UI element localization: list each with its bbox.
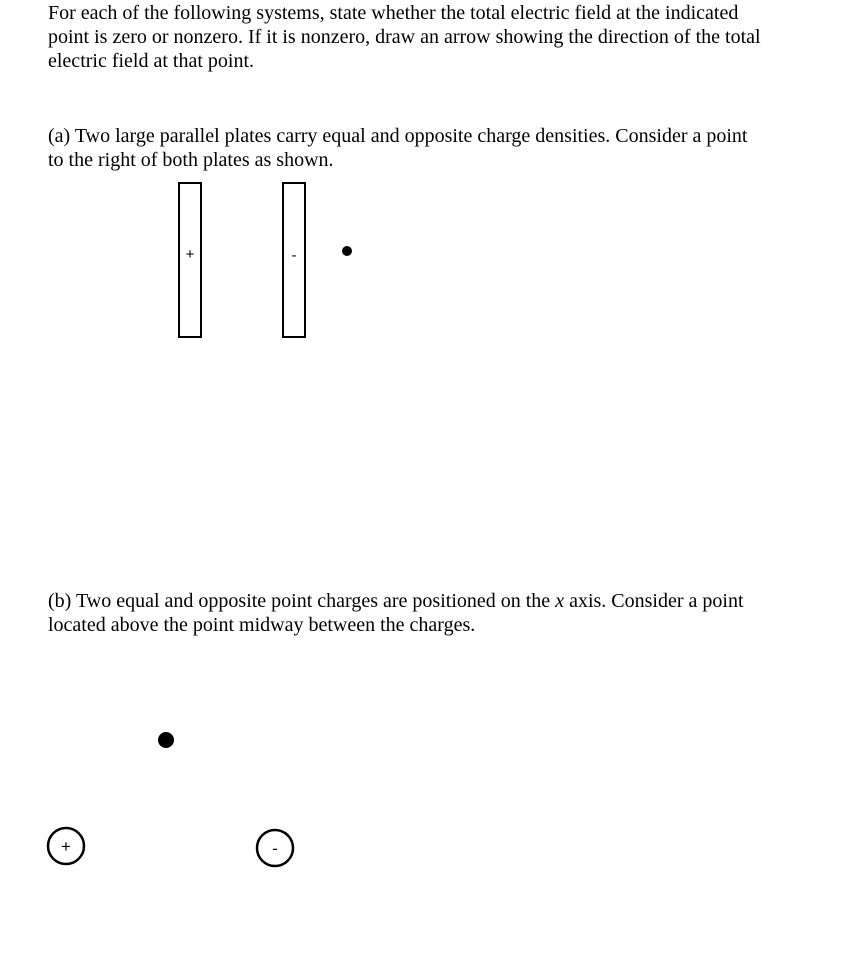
intro-line-1: For each of the following systems, state whether the total electric field at the indicated xyxy=(48,2,739,24)
positive-point-charge xyxy=(48,828,84,864)
intro-line-2: point is zero or nonzero. If it is nonzero, draw an arrow showing the direction of the total xyxy=(48,26,761,48)
part-b-line-1-start: (b) Two equal and opposite point charges are positioned on the xyxy=(48,590,556,612)
x-axis-variable: x xyxy=(555,590,565,612)
part-a-line-1: (a) Two large parallel plates carry equal and opposite charge densities. Consider a point xyxy=(48,125,748,147)
intro-line-3: electric field at that point. xyxy=(48,50,255,72)
negative-plate-sign: - xyxy=(291,247,297,264)
part-b-line-1 xyxy=(48,589,838,613)
positive-plate xyxy=(179,183,201,337)
negative-plate xyxy=(283,183,305,337)
intro-paragraph xyxy=(48,1,838,73)
negative-charge-sign: - xyxy=(272,839,278,858)
part-a-question xyxy=(48,124,838,172)
part-b-line-1-end: axis. Consider a point xyxy=(564,590,744,612)
field-point-a xyxy=(342,246,352,256)
positive-charge-sign: + xyxy=(61,837,71,856)
field-point-b xyxy=(158,732,174,748)
part-a-line-2: to the right of both plates as shown. xyxy=(48,149,334,171)
part-b-line-2: located above the point midway between the charges. xyxy=(48,614,476,636)
part-b-question xyxy=(48,589,838,637)
positive-plate-sign: + xyxy=(185,246,195,263)
negative-point-charge xyxy=(257,830,293,866)
